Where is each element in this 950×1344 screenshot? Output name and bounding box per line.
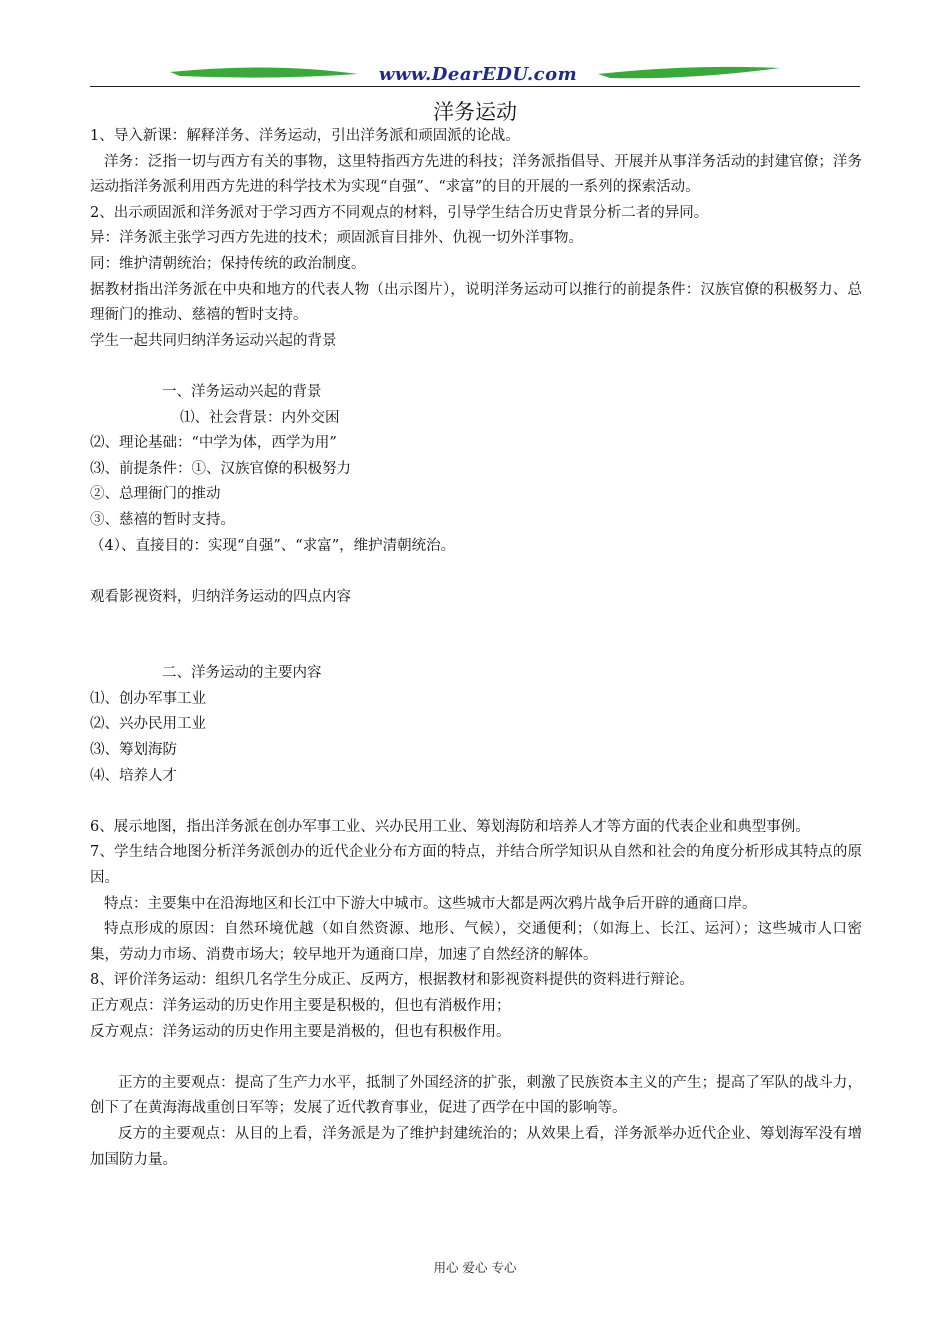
page-title: 洋务运动 xyxy=(433,100,517,124)
section1-item-3b: ②、总理衙门的推动 xyxy=(90,486,221,503)
paragraph-feature-reasons: 特点形成的原因：自然环境优越（如自然资源、地形、气候），交通便利；（如海上、长江、运河）；这些城市人口密集，劳动力市场、消费市场大；较早地开为通商口岸，加速了自然经济的解体。 xyxy=(90,921,862,963)
section1-item-3c: ③、慈禧的暂时支持。 xyxy=(90,511,235,528)
section1-item-4: （4）、直接目的：实现“自强”、“求富”，维护清朝统治。 xyxy=(90,537,456,554)
paragraph-similarity: 同：维护清朝统治；保持传统的政治制度。 xyxy=(90,255,366,272)
section-heading-content: 二、洋务运动的主要内容 xyxy=(162,665,322,682)
paragraph-intro: 1、导入新课：解释洋务、洋务运动，引出洋务派和顽固派的论战。 xyxy=(90,128,520,144)
paragraph-pro-view: 正方观点：洋务运动的历史作用主要是积极的，但也有消极作用； xyxy=(90,998,511,1014)
paragraph-definition: 洋务：泛指一切与西方有关的事物，这里特指西方先进的科技；洋务派指倡导、开展并从事洋务活动的封建官僚；洋务运动指洋务派利用西方先进的科学技术为实现“自强”、“求富”的目的开展的一系列的探索活动。 xyxy=(90,153,862,196)
paragraph-features: 特点：主要集中在沿海地区和长江中下游大中城市。这些城市大都是两次鸦片战争后开辟的通商口岸。 xyxy=(104,895,757,912)
page-footer: 用心 爱心 专心 xyxy=(433,1260,517,1275)
paragraph-difference: 异：洋务派主张学习西方先进的技术；顽固派盲目排外、仇视一切外洋事物。 xyxy=(90,230,583,247)
site-logo: www.DearEDU.com xyxy=(358,64,598,85)
paragraph-con-view: 反方观点：洋务运动的历史作用主要是消极的，但也有积极作用。 xyxy=(90,1023,511,1040)
paragraph-step7: 7、学生结合地图分析洋务派创办的近代企业分布方面的特点，并结合所学知识从自然和社会的角度分析形成其特点的原因。 xyxy=(90,844,862,887)
header-rule xyxy=(90,86,860,87)
section2-item-2: ⑵、兴办民用工业 xyxy=(90,716,206,733)
section2-item-3: ⑶、筹划海防 xyxy=(90,742,177,759)
paragraph-step8: 8、评价洋务运动：组织几名学生分成正、反两方，根据教材和影视资料提供的资料进行辩论。 xyxy=(90,972,694,989)
document-body xyxy=(90,124,862,1173)
paragraph-video-prompt: 观看影视资料，归纳洋务运动的四点内容 xyxy=(90,588,351,605)
paragraph-representatives: 据教材指出洋务派在中央和地方的代表人物（出示图片），说明洋务运动可以推行的前提条件：汉族官僚的积极努力、总理衙门的推动、慈禧的暂时支持。 xyxy=(90,281,862,324)
section1-item-3: ⑶、前提条件：①、汉族官僚的积极努力 xyxy=(90,460,351,477)
page-header xyxy=(90,58,860,90)
paragraph-step6: 6、展示地图，指出洋务派在创办军事工业、兴办民用工业、筹划海防和培养人才等方面的代表企业和典型事例。 xyxy=(90,818,810,835)
paragraph-con-arguments: 反方的主要观点：从目的上看，洋务派是为了维护封建统治的；从效果上看，洋务派举办近代企业、筹划海军没有增加国防力量。 xyxy=(90,1125,862,1168)
section2-item-4: ⑷、培养人才 xyxy=(90,767,177,784)
section1-item-2: ⑵、理论基础：“中学为体，西学为用” xyxy=(90,435,337,452)
paragraph-summary-prompt: 学生一起共同归纳洋务运动兴起的背景 xyxy=(90,332,337,349)
paragraph-pro-arguments: 正方的主要观点：提高了生产力水平，抵制了外国经济的扩张，刺激了民族资本主义的产生；提高了军队的战斗力，创下了在黄海海战重创日军等；发展了近代教育事业，促进了西学在中国的影响等。 xyxy=(90,1074,862,1117)
section1-item-1: ⑴、社会背景：内外交困 xyxy=(180,409,340,426)
paragraph-step2: 2、出示顽固派和洋务派对于学习西方不同观点的材料，引导学生结合历史背景分析二者的异同。 xyxy=(90,204,709,221)
section2-item-1: ⑴、创办军事工业 xyxy=(90,690,206,707)
section-heading-background: 一、洋务运动兴起的背景 xyxy=(162,383,322,400)
